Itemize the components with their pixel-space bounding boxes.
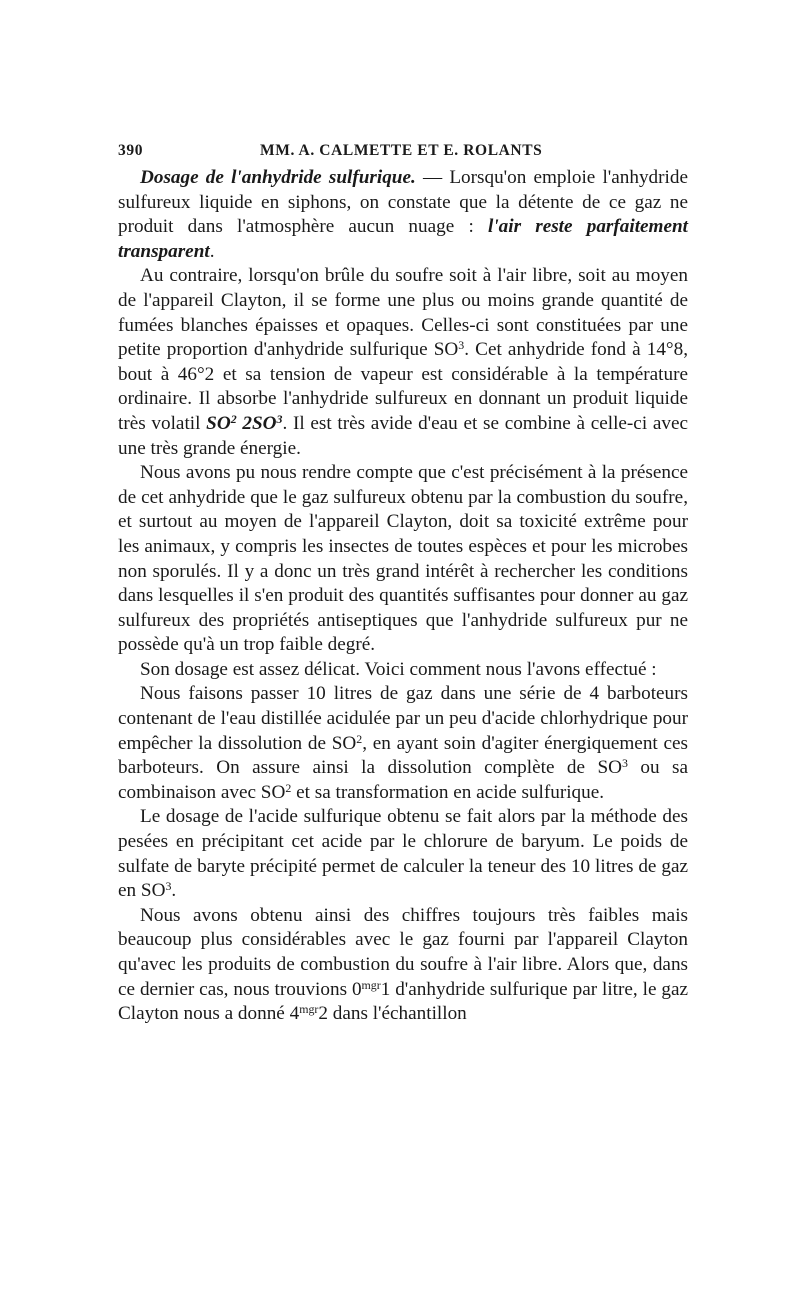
paragraph-text: 1 d'anhydride sulfurique par litre, le gaz Clayton nous a donné 4	[118, 978, 688, 1025]
paragraph-text: — Lorsqu'on emploie l'anhydride sulfureux liquide en siphons, on constate que la détente de ce gaz ne produit dans l'atmosphère aucun nuage :	[118, 167, 688, 238]
paragraph-text: .	[209, 240, 215, 262]
paragraph-resultats	[118, 904, 688, 1027]
superscript: 2	[230, 412, 237, 426]
superscript: mgr	[299, 1002, 319, 1017]
paragraph-text: 2 dans l'échantillon	[318, 1003, 467, 1025]
body-text	[118, 166, 688, 1027]
document-page	[118, 132, 688, 1027]
paragraph-text: .	[171, 880, 177, 902]
paragraph-toxicite: Nous avons pu nous rendre compte que c'est précisément à la présence de cet anhydride que le gaz sulfureux obtenu par la combustion du soufre, et surtout au moyen de l'appareil Clayton, doit sa toxicité extrême pour les animaux, y compris les insectes de toutes espèces et pour les microbes non sporulés. Il y a donc un très grand intérêt à rechercher les conditions dans lesquelles il s'en produit des quantités suffisantes pour donner au gaz sulfureux des propriétés antiseptiques que l'anhydride sulfureux pur ne possède qu'à un trop faible degré.	[118, 462, 688, 656]
paragraph-text: Le dosage de l'acide sulfurique obtenu se fait alors par la méthode des pesées en précipitant cet acide par le chlorure de baryum. Le poids de sulfate de baryte précipité permet de calculer la teneur des 10 litres de gaz en SO	[118, 806, 688, 902]
paragraph-text: Au contraire, lorsqu'on brûle du soufre soit à l'air libre, soit au moyen de l'appareil Clayton, il se forme une plus ou moins grande quantité de fumées blanches épaisses et opaques. Celles-ci sont constituées par une petite proportion d'anhydride sulfurique SO	[118, 265, 688, 361]
paragraph-text: Nous faisons passer 10 litres de gaz dans une série de 4 barboteurs contenant de l'eau distillée acidulée par un peu d'acide chlorhydrique pour empêcher la dissolution de SO	[118, 683, 688, 754]
running-header	[118, 132, 688, 166]
paragraph-text: , en ayant soin d'agiter énergiquement ces barboteurs. On assure ainsi la dissolution complète de SO	[118, 732, 688, 779]
paragraph-barboteurs	[118, 682, 688, 805]
superscript: 3	[165, 879, 172, 894]
superscript: mgr	[361, 977, 381, 992]
superscript: 2	[285, 780, 292, 795]
paragraph-text: . Il est très avide d'eau et se combine à celle-ci avec une très grande énergie.	[118, 412, 689, 459]
superscript: 2	[356, 731, 363, 746]
running-title: MM. A. CALMETTE ET E. ROLANTS	[260, 142, 543, 159]
superscript: 3	[458, 338, 465, 353]
paragraph-pesees	[118, 805, 688, 903]
paragraph-text: . Cet anhydride fond à 14°8, bout à 46°2 et sa tension de vapeur est considérable à la température ordinaire. Il absorbe l'anhydride sulfureux en donnant un produit liquide très volatil	[118, 339, 688, 434]
paragraph-dosage-intro	[118, 166, 688, 264]
paragraph-dosage-delicat: Son dosage est assez délicat. Voici comment nous l'avons effectué :	[140, 658, 657, 680]
paragraph-text: ou sa combinaison avec SO	[118, 757, 688, 803]
chemical-formula: 2SO	[236, 412, 277, 434]
paragraph-text: et sa transformation en acide sulfurique.	[291, 781, 605, 803]
paragraph-text: Nous avons obtenu ainsi des chiffres toujours très faibles mais beaucoup plus considérables avec le gaz fourni par l'appareil Clayton qu'avec les produits de combustion du soufre à l'air libre. Alors que, dans ce dernier cas, nous trouvions 0	[118, 904, 688, 1000]
section-heading: Dosage de l'anhydride sulfurique.	[140, 167, 416, 188]
emphasis-text: l'air reste parfaitement transparent	[118, 216, 688, 262]
superscript: 3	[276, 412, 283, 426]
paragraph-fumees	[118, 264, 688, 461]
chemical-formula: SO	[206, 412, 231, 434]
superscript: 3	[621, 756, 628, 771]
page-number: 390	[118, 142, 144, 159]
